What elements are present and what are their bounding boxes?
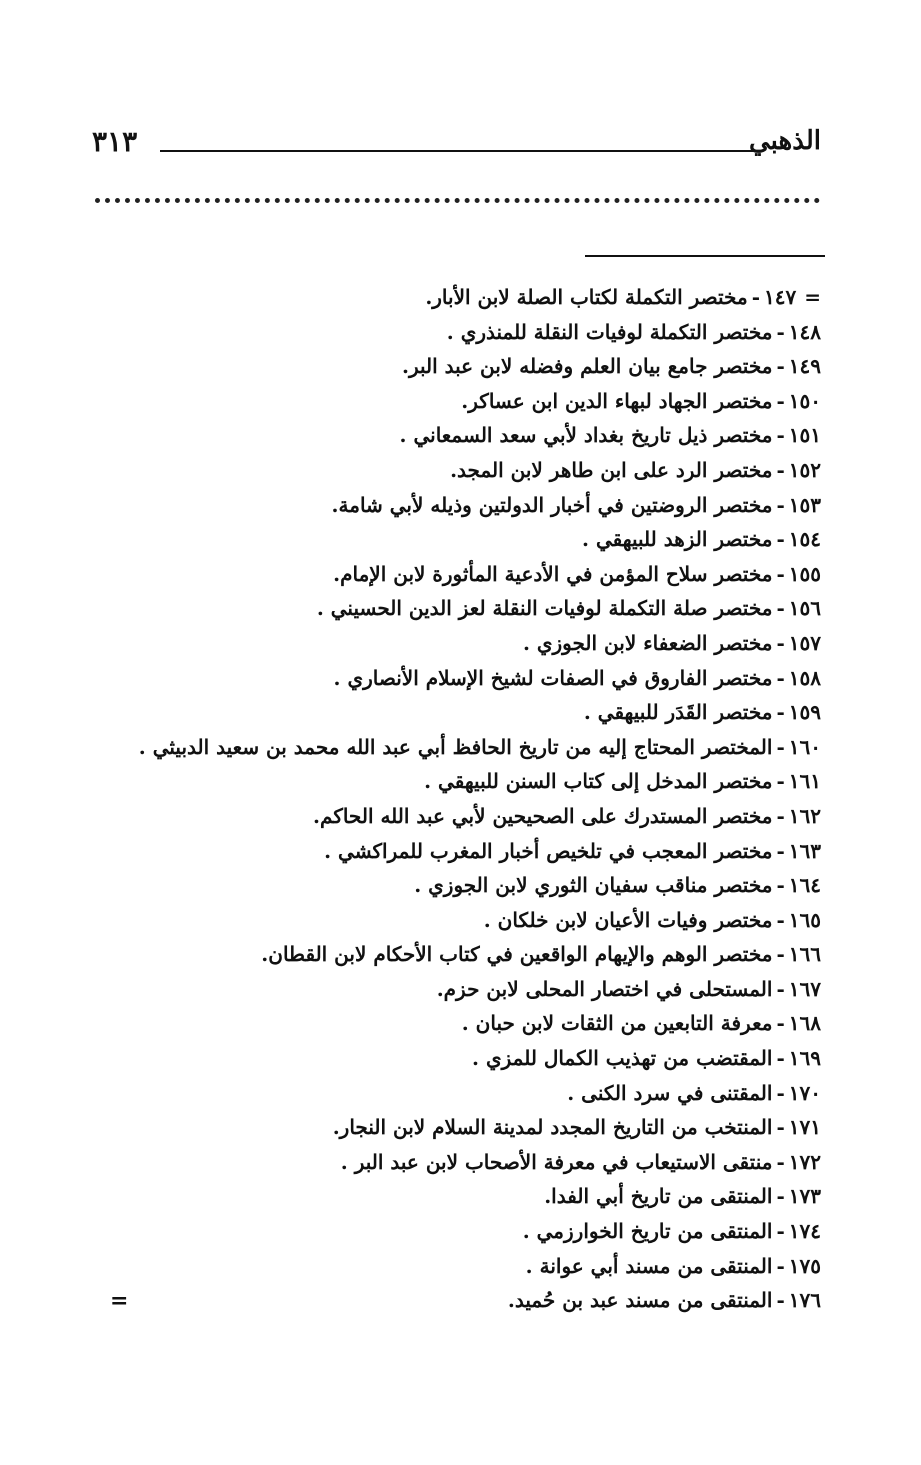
entry-title: مختصر الوهم والإيهام الواقعين في كتاب الأحكام لابن القطان. — [261, 942, 773, 967]
entry-title: مختصر التكملة لوفيات النقلة للمنذري . — [446, 319, 773, 344]
entry-number: ١٥٥ — [788, 561, 821, 586]
entry-dash: - — [776, 492, 785, 517]
list-item — [81, 315, 821, 350]
entry-dash: - — [776, 1011, 785, 1036]
entry-number: ١٥٠ — [788, 388, 821, 413]
entry-title: المنتقى من مسند أبي عوانة . — [525, 1253, 773, 1278]
list-item — [81, 1006, 821, 1041]
entry-number: ١٤٩ — [788, 354, 821, 379]
entry-title: المقتنى في سرد الكنى . — [567, 1080, 773, 1105]
entry-title: مختصر الروضتين في أخبار الدولتين وذيله لأبي شامة. — [331, 492, 773, 517]
list-item — [81, 384, 821, 419]
list-item — [81, 1249, 821, 1284]
entry-title: مختصر سلاح المؤمن في الأدعية المأثورة لابن الإمام. — [333, 561, 773, 586]
entry-title: منتقى الاستيعاب في معرفة الأصحاب لابن عبد البر . — [340, 1149, 773, 1174]
entry-number: ١٤٧ — [764, 285, 797, 309]
entry-title: المنتقى من تاريخ أبي الفدا. — [544, 1184, 773, 1209]
list-item — [81, 1145, 821, 1180]
entry-number: ١٧٦ — [788, 1288, 821, 1313]
entry-number: ١٦٣ — [788, 838, 821, 863]
list-item — [81, 1076, 821, 1111]
entry-number: ١٦٠ — [788, 734, 821, 759]
page-number: ٣١٣ — [92, 125, 138, 158]
list-item — [81, 834, 821, 869]
entry-title: مختصر التكملة لكتاب الصلة لابن الأبار. — [425, 285, 748, 309]
entry-number: ١٧١ — [788, 1115, 821, 1140]
entry-number: ١٥٨ — [788, 665, 821, 690]
continuation-mark-top: = — [804, 285, 821, 309]
entry-dash: - — [776, 734, 785, 759]
entry-number: ١٧٥ — [788, 1253, 821, 1278]
list-item — [81, 349, 821, 384]
entry-number: ١٦٩ — [788, 1046, 821, 1071]
entry-number: ١٥٤ — [788, 527, 821, 552]
entry-dash: - — [776, 527, 785, 552]
entry-title: مختصر الرد على ابن طاهر لابن المجد. — [450, 457, 773, 482]
list-item — [81, 280, 821, 315]
entry-dash: - — [776, 942, 785, 967]
entry-number: ١٦٨ — [788, 1011, 821, 1036]
continuation-mark-bottom: = — [110, 1288, 129, 1314]
entry-dash: - — [776, 769, 785, 794]
entry-dash: - — [751, 285, 760, 309]
dotted-separator — [95, 198, 820, 203]
entry-dash: - — [776, 1115, 785, 1140]
entry-number: ١٥١ — [788, 423, 821, 448]
entry-title: مختصر الزهد للبيهقي . — [582, 527, 773, 552]
entry-title: المنتخب من التاريخ المجدد لمدينة السلام لابن النجار. — [332, 1115, 773, 1140]
entry-title: مختصر جامع بيان العلم وفضله لابن عبد البر. — [401, 354, 773, 379]
entry-number: ١٦٦ — [788, 942, 821, 967]
entry-number: ١٤٨ — [788, 319, 821, 344]
list-item — [81, 730, 821, 765]
entry-number: ١٧٣ — [788, 1184, 821, 1209]
list-item — [81, 661, 821, 696]
entry-number: ١٧٢ — [788, 1149, 821, 1174]
list-item — [81, 1214, 821, 1249]
entry-title: مختصر الجهاد لبهاء الدين ابن عساكر. — [461, 388, 773, 413]
entry-number: ١٦٧ — [788, 976, 821, 1001]
footnote-rule — [585, 255, 825, 257]
entry-number: ١٦٥ — [788, 907, 821, 932]
list-item — [81, 591, 821, 626]
entry-number: ١٦٢ — [788, 803, 821, 828]
list-item — [81, 453, 821, 488]
entry-title: مختصر صلة التكملة لوفيات النقلة لعز الدين الحسيني . — [316, 596, 773, 621]
list-item — [81, 1179, 821, 1214]
entry-title: مختصر الفاروق في الصفات لشيخ الإسلام الأنصاري . — [333, 665, 773, 690]
entry-title: مختصر المستدرك على الصحيحين لأبي عبد الله الحاكم. — [313, 803, 773, 828]
entry-number: ١٥٣ — [788, 492, 821, 517]
entry-title: المستحلى في اختصار المحلى لابن حزم. — [436, 976, 773, 1001]
entry-dash: - — [776, 596, 785, 621]
entry-dash: - — [776, 700, 785, 725]
list-item — [81, 557, 821, 592]
entry-title: مختصر المعجب في تلخيص أخبار المغرب للمراكشي . — [324, 838, 773, 863]
entry-number: ١٥٩ — [788, 700, 821, 725]
list-item — [81, 868, 821, 903]
list-item — [81, 972, 821, 1007]
entry-dash: - — [776, 1046, 785, 1071]
entry-dash: - — [776, 1149, 785, 1174]
entry-title: مختصر وفيات الأعيان لابن خلكان . — [483, 907, 773, 932]
entry-number: ١٥٢ — [788, 457, 821, 482]
list-item — [81, 937, 821, 972]
entry-title: المنتقى من مسند عبد بن حُميد. — [507, 1288, 773, 1313]
entry-dash: - — [776, 665, 785, 690]
entry-title: مختصر الضعفاء لابن الجوزي . — [522, 630, 773, 655]
entry-dash: - — [776, 976, 785, 1001]
entry-number: ١٧٠ — [788, 1080, 821, 1105]
entry-dash: - — [776, 838, 785, 863]
entry-dash: - — [776, 1288, 785, 1313]
entry-title: معرفة التابعين من الثقات لابن حبان . — [461, 1011, 773, 1036]
entry-dash: - — [776, 457, 785, 482]
entry-number: ١٦٤ — [788, 873, 821, 898]
entry-dash: - — [776, 630, 785, 655]
list-item — [81, 903, 821, 938]
entry-title: المقتضب من تهذيب الكمال للمزي . — [472, 1046, 773, 1071]
entry-title: المختصر المحتاج إليه من تاريخ الحافظ أبي عبد الله محمد بن سعيد الدبيثي . — [138, 734, 773, 759]
entry-list — [81, 280, 821, 1318]
list-item — [81, 764, 821, 799]
entry-dash: - — [776, 1219, 785, 1244]
entry-number: ١٥٧ — [788, 630, 821, 655]
list-item — [81, 488, 821, 523]
running-header-title: الذهبي — [748, 126, 821, 156]
entry-dash: - — [776, 423, 785, 448]
entry-dash: - — [776, 1080, 785, 1105]
list-item — [81, 418, 821, 453]
list-item — [81, 626, 821, 661]
entry-title: مختصر القَدَر للبيهقي . — [583, 700, 773, 725]
entry-number: ١٧٤ — [788, 1219, 821, 1244]
entry-dash: - — [776, 873, 785, 898]
entry-title: مختصر مناقب سفيان الثوري لابن الجوزي . — [414, 873, 773, 898]
entry-number: ١٦١ — [788, 769, 821, 794]
entry-title: مختصر ذيل تاريخ بغداد لأبي سعد السمعاني . — [399, 423, 773, 448]
list-item — [81, 1283, 821, 1318]
list-item — [81, 799, 821, 834]
list-item — [81, 522, 821, 557]
list-item — [81, 695, 821, 730]
header-rule — [160, 150, 760, 152]
entry-dash: - — [776, 388, 785, 413]
entry-number: ١٥٦ — [788, 596, 821, 621]
list-item — [81, 1041, 821, 1076]
entry-dash: - — [776, 319, 785, 344]
entry-dash: - — [776, 803, 785, 828]
entry-title: مختصر المدخل إلى كتاب السنن للبيهقي . — [424, 769, 773, 794]
list-item — [81, 1110, 821, 1145]
entry-dash: - — [776, 354, 785, 379]
entry-title: المنتقى من تاريخ الخوارزمي . — [522, 1219, 773, 1244]
entry-dash: - — [776, 907, 785, 932]
entry-dash: - — [776, 1253, 785, 1278]
entry-dash: - — [776, 561, 785, 586]
entry-dash: - — [776, 1184, 785, 1209]
